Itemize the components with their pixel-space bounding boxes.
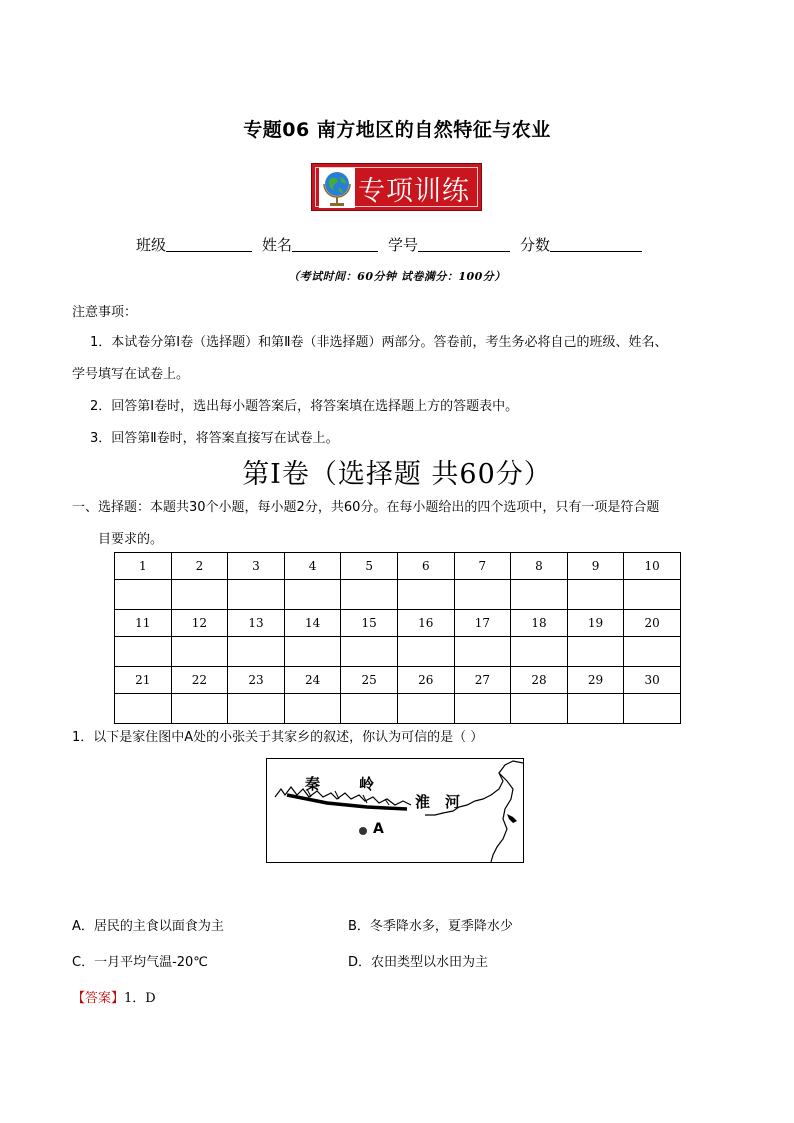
page-title: 专题06 南方地区的自然特征与农业 bbox=[243, 119, 551, 141]
answer-tag: 【答案】 bbox=[72, 991, 125, 1006]
question-number-cell: 9 bbox=[567, 553, 624, 580]
answer-cell[interactable] bbox=[171, 637, 228, 667]
question-number-cell: 5 bbox=[341, 553, 398, 580]
question-number-cell: 21 bbox=[115, 667, 172, 694]
answer-cell[interactable] bbox=[624, 637, 681, 667]
answer-cell[interactable] bbox=[341, 694, 398, 724]
answer-cell[interactable] bbox=[171, 694, 228, 724]
question-number-cell: 10 bbox=[624, 553, 681, 580]
section-instructions-cont: 目要求的。 bbox=[98, 532, 164, 547]
question-number-cell: 14 bbox=[284, 610, 341, 637]
question-number-cell: 12 bbox=[171, 610, 228, 637]
student-info-line bbox=[136, 234, 642, 255]
score-field[interactable] bbox=[550, 237, 642, 252]
answer-cell[interactable] bbox=[511, 694, 568, 724]
answer-cell[interactable] bbox=[115, 580, 172, 610]
notes-title: 注意事项： bbox=[72, 305, 138, 320]
map-label-qin: 秦 bbox=[305, 775, 321, 793]
note-item-1-cont: 学号填写在试卷上。 bbox=[72, 367, 190, 382]
answer-cell[interactable] bbox=[567, 580, 624, 610]
class-label: 班级 bbox=[136, 236, 167, 254]
question-number-cell: 8 bbox=[511, 553, 568, 580]
option-c: C．一月平均气温-20℃ bbox=[72, 955, 208, 970]
lake-mark bbox=[507, 814, 517, 823]
map-label-he: 河 bbox=[445, 793, 461, 811]
huai-river-line bbox=[425, 761, 523, 815]
answer-cell[interactable] bbox=[171, 580, 228, 610]
answer-cell[interactable] bbox=[397, 694, 454, 724]
answer-number-row bbox=[115, 610, 681, 637]
question-number-cell: 16 bbox=[397, 610, 454, 637]
note-item-2: 2．回答第Ⅰ卷时，选出每小题答案后，将答案填在选择题上方的答题表中。 bbox=[90, 399, 519, 414]
question-number-cell: 11 bbox=[115, 610, 172, 637]
question-number-cell: 17 bbox=[454, 610, 511, 637]
question-number-cell: 30 bbox=[624, 667, 681, 694]
question-number-cell: 15 bbox=[341, 610, 398, 637]
question-number-cell: 13 bbox=[228, 610, 285, 637]
question-number-cell: 2 bbox=[171, 553, 228, 580]
answer-value: 1．D bbox=[124, 991, 156, 1006]
option-d: D．农田类型以水田为主 bbox=[348, 955, 489, 970]
answer-cell[interactable] bbox=[115, 694, 172, 724]
answer-cell[interactable] bbox=[341, 637, 398, 667]
mountain-ridge bbox=[287, 795, 407, 809]
answer-cell[interactable] bbox=[397, 580, 454, 610]
question-number-cell: 19 bbox=[567, 610, 624, 637]
answer-input-row bbox=[115, 637, 681, 667]
answer-cell[interactable] bbox=[341, 580, 398, 610]
section-instructions: 一、选择题：本题共30个小题，每小题2分，共60分。在每小题给出的四个选项中，只有一项是符合题 bbox=[72, 500, 660, 515]
answer-cell[interactable] bbox=[454, 694, 511, 724]
answer-cell[interactable] bbox=[567, 694, 624, 724]
answer-cell[interactable] bbox=[228, 580, 285, 610]
map-label-huai: 淮 bbox=[415, 793, 431, 811]
question-number-cell: 24 bbox=[284, 667, 341, 694]
option-b: B．冬季降水多，夏季降水少 bbox=[348, 919, 513, 934]
student-id-field[interactable] bbox=[418, 237, 510, 252]
topic-badge bbox=[311, 163, 482, 211]
answer-line bbox=[72, 987, 156, 1006]
question-number-cell: 26 bbox=[397, 667, 454, 694]
answer-cell[interactable] bbox=[228, 694, 285, 724]
answer-cell[interactable] bbox=[454, 580, 511, 610]
question-number-cell: 6 bbox=[397, 553, 454, 580]
question-number-cell: 7 bbox=[454, 553, 511, 580]
name-label: 姓名 bbox=[262, 236, 293, 254]
option-a: A．居民的主食以面食为主 bbox=[72, 919, 224, 934]
answer-cell[interactable] bbox=[284, 694, 341, 724]
answer-cell[interactable] bbox=[115, 637, 172, 667]
answer-cell[interactable] bbox=[284, 580, 341, 610]
answer-cell[interactable] bbox=[397, 637, 454, 667]
section-title: 第Ⅰ卷（选择题 共60分） bbox=[242, 459, 552, 490]
answer-cell[interactable] bbox=[624, 580, 681, 610]
question-number-cell: 3 bbox=[228, 553, 285, 580]
question-number-cell: 4 bbox=[284, 553, 341, 580]
answer-cell[interactable] bbox=[511, 580, 568, 610]
answer-cell[interactable] bbox=[624, 694, 681, 724]
question-number-cell: 22 bbox=[171, 667, 228, 694]
point-a-marker bbox=[359, 827, 367, 835]
student-id-label: 学号 bbox=[388, 236, 419, 254]
score-label: 分数 bbox=[520, 236, 551, 254]
answer-cell[interactable] bbox=[567, 637, 624, 667]
badge-label: 专项训练 bbox=[358, 176, 470, 207]
globe-icon bbox=[319, 168, 355, 208]
note-item-3: 3．回答第Ⅱ卷时，将答案直接写在试卷上。 bbox=[90, 431, 339, 446]
answer-number-row bbox=[115, 667, 681, 694]
answer-cell[interactable] bbox=[284, 637, 341, 667]
answer-cell[interactable] bbox=[454, 637, 511, 667]
note-item-1: 1．本试卷分第Ⅰ卷（选择题）和第Ⅱ卷（非选择题）两部分。答卷前，考生务必将自己的班级、姓名、 bbox=[90, 335, 668, 350]
question-number-cell: 20 bbox=[624, 610, 681, 637]
answer-table bbox=[114, 552, 681, 724]
map-label-a: A bbox=[373, 821, 384, 837]
answer-input-row bbox=[115, 580, 681, 610]
question-number-cell: 29 bbox=[567, 667, 624, 694]
question-number-cell: 1 bbox=[115, 553, 172, 580]
answer-cell[interactable] bbox=[511, 637, 568, 667]
question-number-cell: 28 bbox=[511, 667, 568, 694]
exam-time-note: （考试时间：60分钟 试卷满分：100分） bbox=[288, 270, 506, 283]
answer-input-row bbox=[115, 694, 681, 724]
question-number-cell: 27 bbox=[454, 667, 511, 694]
answer-number-row bbox=[115, 553, 681, 580]
answer-cell[interactable] bbox=[228, 637, 285, 667]
name-field[interactable] bbox=[292, 237, 378, 252]
question-1-stem: 1．以下是家住图中A处的小张关于其家乡的叙述，你认为可信的是（ ） bbox=[72, 730, 484, 745]
map-label-ling: 岭 bbox=[359, 775, 375, 793]
question-number-cell: 18 bbox=[511, 610, 568, 637]
map-figure bbox=[266, 758, 524, 863]
question-number-cell: 25 bbox=[341, 667, 398, 694]
class-field[interactable] bbox=[166, 237, 252, 252]
question-number-cell: 23 bbox=[228, 667, 285, 694]
